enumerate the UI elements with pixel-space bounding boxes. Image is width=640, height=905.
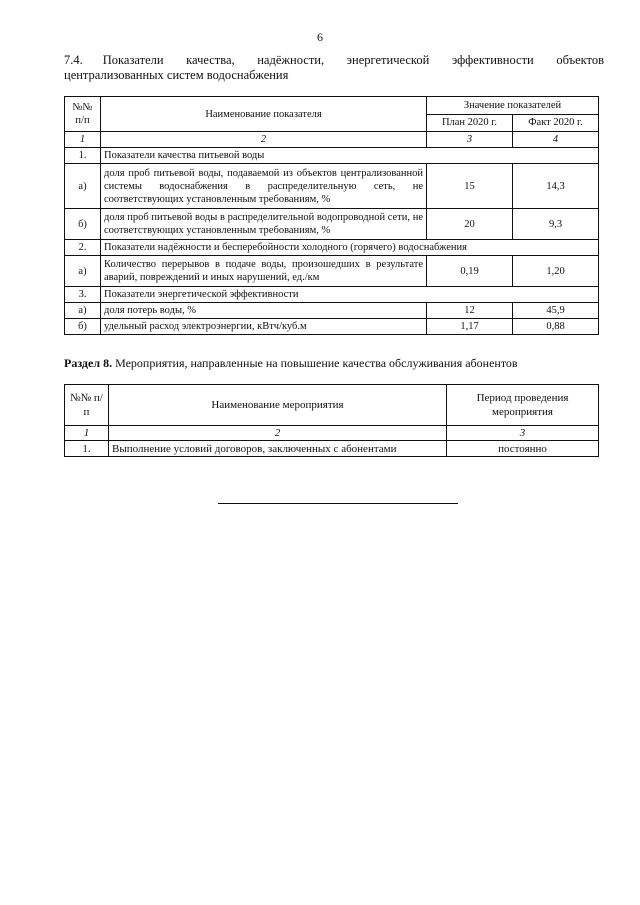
table-row bbox=[65, 240, 599, 256]
table-row bbox=[65, 441, 599, 457]
row-num: а) bbox=[65, 164, 101, 209]
row-fact: 45,9 bbox=[513, 303, 599, 319]
page-number: 6 bbox=[317, 30, 323, 44]
table-row bbox=[65, 209, 599, 240]
col-number-2: 2 bbox=[101, 132, 427, 148]
header-values: Значение показателей bbox=[427, 97, 599, 115]
row-plan: 0,19 bbox=[427, 256, 513, 287]
row-name: Показатели качества питьевой воды bbox=[101, 148, 599, 164]
closing-divider bbox=[218, 503, 458, 504]
header-name: Наименование показателя bbox=[101, 97, 427, 132]
col-number-1: 1 bbox=[65, 132, 101, 148]
row-num: 1. bbox=[65, 441, 109, 457]
table-row bbox=[65, 164, 599, 209]
row-name: доля потерь воды, % bbox=[101, 303, 427, 319]
col-number-3: 3 bbox=[447, 426, 599, 441]
section-heading-number: 7.4. bbox=[64, 53, 83, 67]
row-fact: 1,20 bbox=[513, 256, 599, 287]
row-fact: 14,3 bbox=[513, 164, 599, 209]
table-row bbox=[65, 148, 599, 164]
row-plan: 12 bbox=[427, 303, 513, 319]
col-number-4: 4 bbox=[513, 132, 599, 148]
activities-table bbox=[64, 384, 599, 457]
section-heading bbox=[64, 53, 604, 83]
table-row bbox=[65, 303, 599, 319]
table-row bbox=[65, 319, 599, 335]
col-number-1: 1 bbox=[65, 426, 109, 441]
header-fact: Факт 2020 г. bbox=[513, 114, 599, 132]
header-num: №№ п/п bbox=[65, 97, 101, 132]
row-name: доля проб питьевой воды в распределительной водопроводной сети, не соответствующих установленным требованиям, % bbox=[101, 209, 427, 240]
table-row bbox=[65, 287, 599, 303]
row-num: б) bbox=[65, 209, 101, 240]
header-name: Наименование мероприятия bbox=[109, 385, 447, 426]
row-num: б) bbox=[65, 319, 101, 335]
row-num: 1. bbox=[65, 148, 101, 164]
row-name: доля проб питьевой воды, подаваемой из объектов централизованной системы водоснабжения в распределительную сеть, не соответствующих установленным требованиям, % bbox=[101, 164, 427, 209]
row-name: Показатели надёжности и бесперебойности холодного (горячего) водоснабжения bbox=[101, 240, 599, 256]
header-plan: План 2020 г. bbox=[427, 114, 513, 132]
section-heading-text: Показатели качества, надёжности, энергетической эффективности объектов централизованных систем водоснабжения bbox=[64, 53, 604, 82]
row-name: Выполнение условий договоров, заключенных с абонентами bbox=[109, 441, 447, 457]
section-8-text: Мероприятия, направленные на повышение качества обслуживания абонентов bbox=[115, 356, 518, 370]
row-plan: 20 bbox=[427, 209, 513, 240]
section-8-title bbox=[64, 356, 598, 371]
row-name: удельный расход электроэнергии, кВтч/куб.м bbox=[101, 319, 427, 335]
row-fact: 9,3 bbox=[513, 209, 599, 240]
row-plan: 15 bbox=[427, 164, 513, 209]
row-name: Количество перерывов в подаче воды, произошедших в результате аварий, повреждений и иных нарушений, ед./км bbox=[101, 256, 427, 287]
row-num: а) bbox=[65, 256, 101, 287]
row-num: 2. bbox=[65, 240, 101, 256]
row-num: а) bbox=[65, 303, 101, 319]
row-period: постоянно bbox=[447, 441, 599, 457]
row-fact: 0,88 bbox=[513, 319, 599, 335]
indicators-table bbox=[64, 96, 599, 335]
row-plan: 1,17 bbox=[427, 319, 513, 335]
row-name: Показатели энергетической эффективности bbox=[101, 287, 599, 303]
table-row bbox=[65, 256, 599, 287]
col-number-3: 3 bbox=[427, 132, 513, 148]
header-period: Период проведения мероприятия bbox=[447, 385, 599, 426]
row-num: 3. bbox=[65, 287, 101, 303]
header-num: №№ п/п bbox=[65, 385, 109, 426]
section-8-label: Раздел 8. bbox=[64, 356, 113, 370]
col-number-2: 2 bbox=[109, 426, 447, 441]
